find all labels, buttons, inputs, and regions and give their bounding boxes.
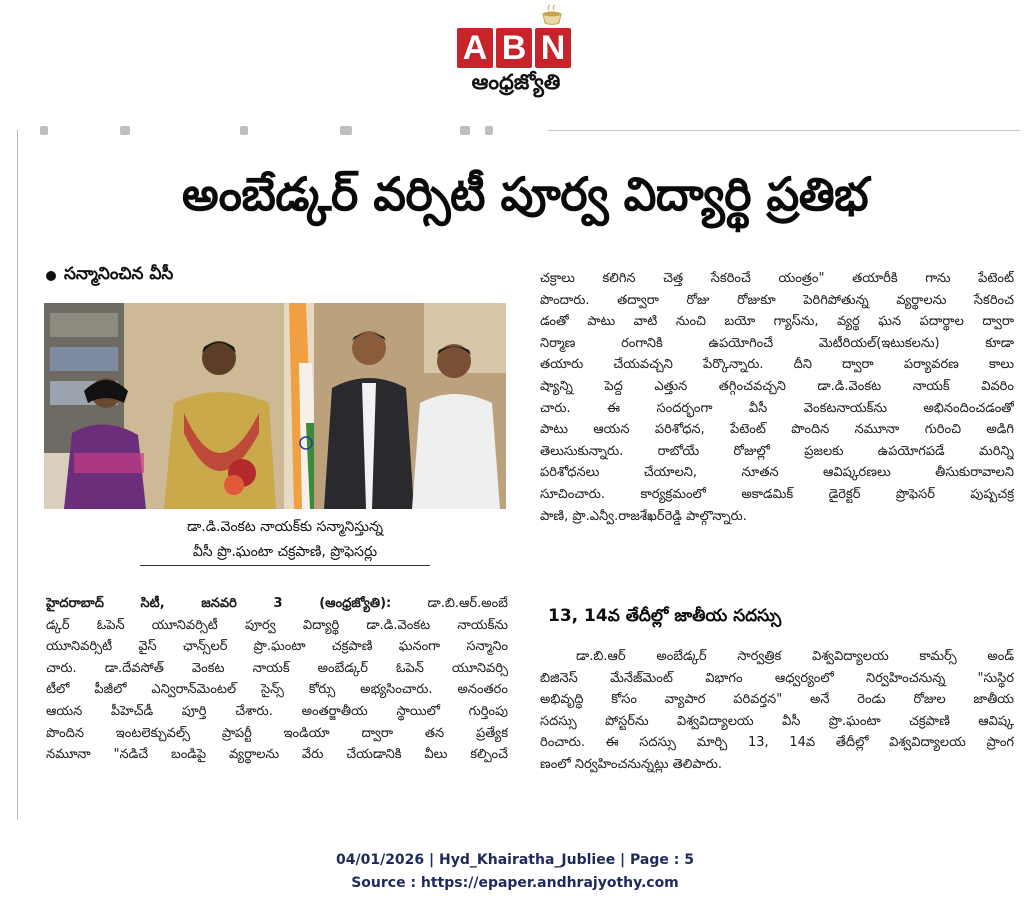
photo-caption-line: వీసీ ప్రొ.ఘంటా చక్రపాణి, ప్రొఫెసర్లు [192,544,378,560]
abn-andhrajyothy-logo [455,4,580,100]
brand-letter: N [535,28,571,68]
body-line: పొందారు. తద్వారా రోజు రోజుకూ పెరిగిపోతున్న వ్యర్థాలను సేకరించ [540,292,1014,308]
article-body-left [46,593,508,766]
source-link[interactable]: Source : https://epaper.andhrajyothy.com [351,875,679,891]
body-line: తెలుసుకున్నారు. రాబోయే రోజుల్లో ప్రజలకు ఉపయోగపడే మరిన్ని [540,443,1014,459]
body-line: డంతో పాటు వాటి నుంచి బయో గ్యాస్‌ను, వ్యర్థ ఘన పదార్థాల ద్వారా [540,314,1014,330]
body-line: నిర్మాణ రంగానికి ఉపయోగించే మెటీరియల్(ఇటుకలను) కూడా [540,335,1014,351]
body-line: బిజినెస్ మేనేజ్‌మెంట్ విభాగం ఆధ్వర్యంలో నిర్వహించనున్న "సుస్థిర [540,670,1014,686]
body-line: పరిశోధనలు చేయాలని, నూతన ఆవిష్కరణలు తీసుకురావాలని [540,465,1014,481]
article-body-right [540,268,1014,527]
brand-subtitle: ఆంధ్రజ్యోతి [471,70,561,94]
body-line: రించారు. ఈ సదస్సు మార్చి 13, 14వ తేదీల్లో విశ్వవిద్యాలయ ప్రాంగ [540,735,1014,751]
brand-letter: B [496,28,532,68]
clipping-border-left [17,130,18,820]
body-line: డ్కర్ ఓపెన్ యూనివర్సిటీ పూర్వ విద్యార్థి డా.డి.వెంకట నాయక్‌ను [46,617,508,633]
body-line: చారు. డా.దేవసోత్ వెంకట నాయక్ అంబేడ్కర్ ఓపెన్ యూనివర్సి [46,660,508,676]
body-line: అభివృద్ధి కోసం వ్యాపార పరివర్తన" అనే రెండు రోజుల జాతీయ [540,692,1014,708]
article-kicker [46,264,173,288]
body-line: పొందిన ఇంటలెక్చువల్స్ ప్రాపర్టీ ఇండియా ద్వారా తన ప్రత్యేక [46,725,508,741]
brand-letter: A [457,28,493,68]
article-headline: అంబేడ్కర్ వర్సిటీ పూర్వ విద్యార్థి ప్రతిభ [181,167,869,221]
body-line: చక్రాలు కలిగిన చెత్త సేకరించే యంత్రం" తయారీకి గాను పేటెంట్ [540,271,1014,286]
article-subheading: 13, 14వ తేదీల్లో జాతీయ సదస్సు [548,606,782,626]
kicker-text: సన్మానించిన వీసీ [64,264,174,284]
body-line-text: డా.బి.ఆర్.అంబే [427,596,508,611]
brand-wordmark [457,28,571,68]
body-line: డా.బి.ఆర్ అంబేడ్కర్ సార్వత్రిక విశ్వవిద్యాలయ కామర్స్ అండ్ [576,649,1014,664]
felicitation-photo [44,303,506,509]
cut-off-text-strip [40,124,520,138]
body-line: ణంలో నిర్వహించనున్నట్లు తెలిపారు. [540,756,723,772]
caption-underline [140,565,430,566]
edition-info: 04/01/2026 | Hyd_Khairatha_Jubliee | Page : 5 [336,852,694,868]
body-line: ఆయన పీహెచ్‌డీ పూర్తి చేశారు. అంతర్జాతీయ స్థాయిలో గుర్తింపు [46,703,508,719]
body-line: యూనివర్సిటీ వైస్ ఛాన్స్‌లర్ ప్రొ.ఘంటా చక్రపాణి ఘనంగా సన్మానిం [46,639,508,655]
article-body-right-lower [540,646,1014,776]
body-line: తయారు చేయవచ్చని పేర్కొన్నారు. దీని ద్వారా పర్యావరణ కాలు [540,357,1014,373]
clipping-border-top [548,130,1020,131]
body-line: నమూనా "నడిచే బండిపై వ్యర్థాలను వేరు చేయడానికి వీలు కల్పించే [46,747,508,763]
body-line: చారు. ఈ సందర్భంగా వీసీ వెంకటనాయక్‌ను అభినందించడంతో [540,400,1014,416]
body-line [46,593,508,615]
body-line: పాటు ఆయన పరిశోధన, పేటెంట్ పొందిన నమూనా గురించి అడిగి [540,422,1014,438]
photo-caption-line: డా.డి.వెంకట నాయక్‌కు సన్మానిస్తున్న [186,519,384,535]
body-line: ష్యాన్ని పెద్ద ఎత్తున తగ్గించవచ్చని డా.డి.వెంకట నాయక్ వివరిం [540,378,1014,394]
body-line: సదస్సు పోస్టర్‌ను విశ్వవిద్యాలయ వీసీ ప్రొ.ఘంటా చక్రపాణి ఆవిష్క [540,713,1014,729]
article-dateline: హైదరాబాద్ సిటీ, జనవరి 3 (ఆంధ్రజ్యోతి): [46,596,392,611]
body-line: పాణి, ప్రొ.ఎన్వీ.రాజశేఖర్‌రెడ్డి పాల్గొన్నారు. [540,508,747,524]
coffee-cup-icon [539,4,565,26]
body-line: టీలో పీజీలో ఎన్విరాన్‌మెంటల్ సైన్స్ కోర్సు అభ్యసించారు. అనంతరం [46,682,508,698]
article-photo [44,303,506,509]
bullet-icon [46,271,56,281]
body-line: సూచించారు. కార్యక్రమంలో అకాడమిక్ డైరెక్టర్ ప్రొఫెసర్ పుష్పచక్ర [540,486,1014,502]
